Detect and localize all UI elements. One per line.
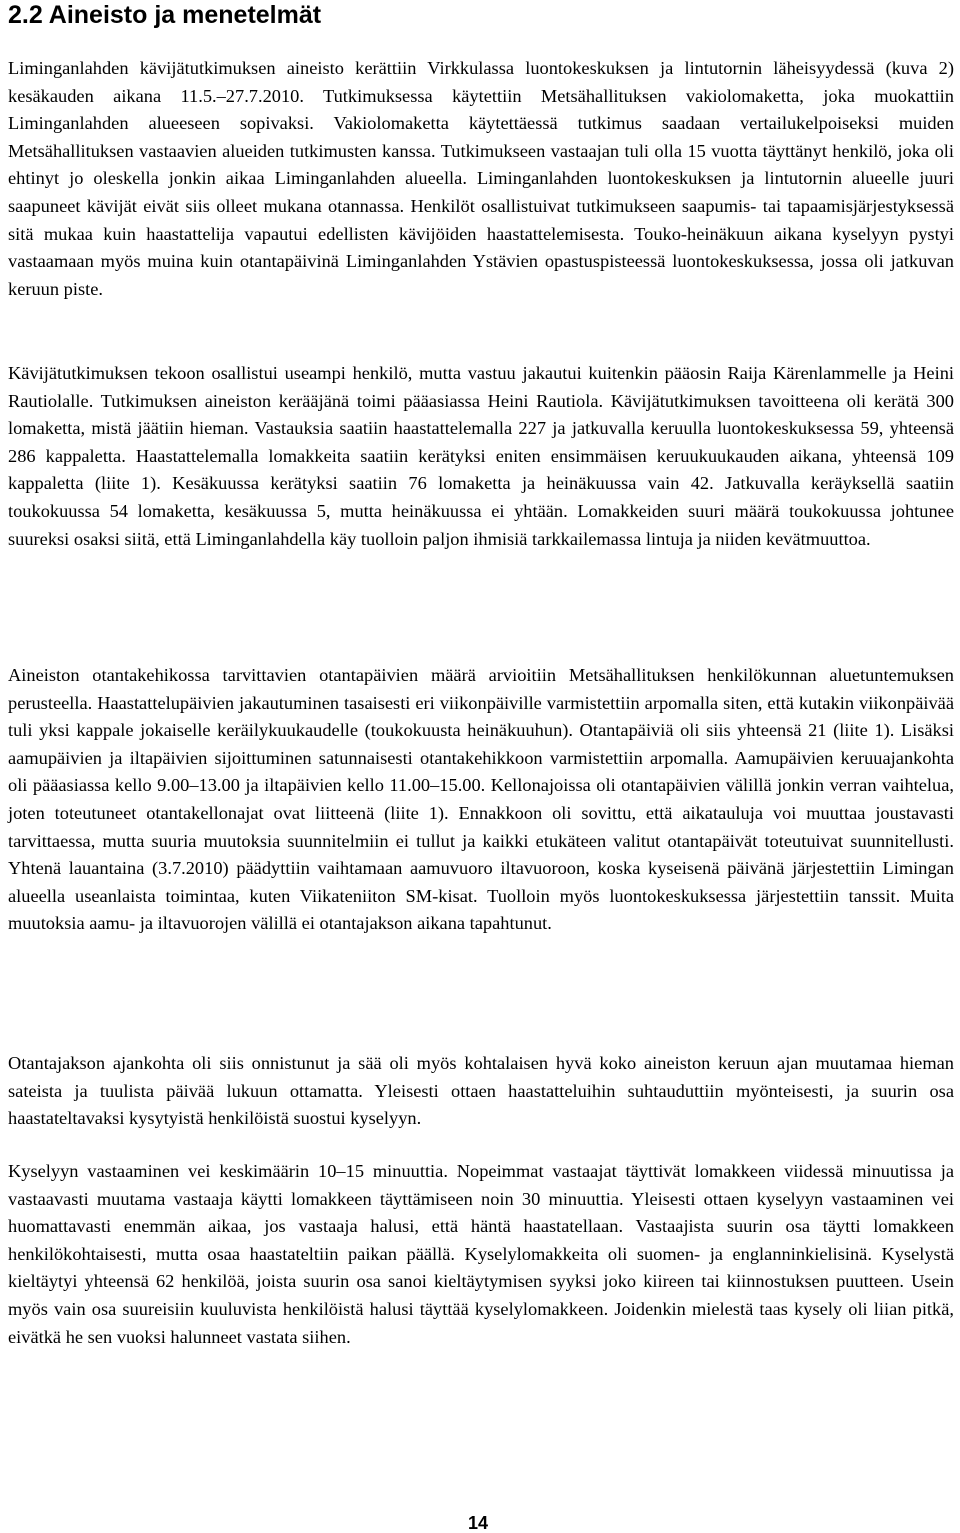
paragraph-toteutus: Kävijätutkimuksen tekoon osallistui useampi henkilö, mutta vastuu jakautui kuitenkin pääosin Raija Kärenlammelle ja Heini Rautiolalle. Tutkimuksen aineiston kerääjänä toimi pääasiassa Heini Rautiola. Kävijätutkimuksen tavoitteena oli kerätä 300 lomaketta, mistä jäätiin hieman. Vastauksia saatiin haastattelemalla 227 ja jatkuvalla keruulla luontokeskuksessa 59, yhteensä 286 kappaletta. Haastattelemalla lomakkeita saatiin kerätyksi eniten ensimmäisen keruukuukauden aikana, yhteensä 109 kappaletta (liite 1). Kesäkuussa kerätyksi saatiin 76 lomaketta ja heinäkuussa vain 42. Jatkuvalla keräyksellä saatiin toukokuussa 54 lomaketta, kesäkuussa 5, mutta heinäkuussa ei yhtään. Lomakkeiden suuri määrä toukokuussa johtunee suureksi osaksi siitä, että Liminganlahdella käy tuolloin paljon ihmisiä tarkkailemassa lintuja ja niiden kevätmuuttoa. (8, 363, 954, 549)
page-number: 14 (468, 1513, 489, 1533)
paragraph-vastaaminen: Kyselyyn vastaaminen vei keskimäärin 10–15 minuuttia. Nopeimmat vastaajat täyttivät lomakkeen viidessä minuutissa ja vastaavasti muutama vastaaja käytti lomakkeen täyttämiseen noin 30 minuuttia. Yleisesti ottaen kyselyyn vastaaminen vei huomattavasti enemmän aikaa, jos vastaaja halusi, että häntä haastatellaan. Vastaajista suurin osa täytti lomakkeen henkilökohtaisesti, mutta osaa haastateltiin paikan päällä. Kyselylomakkeita oli suomen- ja englanninkielisinä. Kyselystä kieltäytyi yhteensä 62 henkilöä, joista suurin osa sanoi kieltäytymisen syyksi joko kiireen tai kiinnostuksen puutteen. Usein myös vain osa suureisiin kuuluvista henkilöistä halusi täyttää kyselylomakkeen. Joidenkin mielestä taas kysely oli liian pitkä, eivätkä he sen vuoksi halunneet vastata siihen. (8, 1161, 954, 1347)
section-heading: 2.2 Aineisto ja menetelmät (8, 1, 322, 29)
paragraph-aineisto: Liminganlahden kävijätutkimuksen aineisto kerättiin Virkkulassa luontokeskuksen ja lintutornin läheisyydessä (kuva 2) kesäkauden aikana 11.5.–27.7.2010. Tutkimuksessa käytettiin Metsähallituksen vakiolomaketta, joka muokattiin Liminganlahden alueeseen sopivaksi. Vakiolomaketta käytettäessä tutkimus saadaan vertailukelpoiseksi muiden Metsähallituksen vastaavien alueiden tutkimusten kanssa. Tutkimukseen vastaajan tuli olla 15 vuotta täyttänyt henkilö, joka oli ehtinyt jo oleskella jonkin aikaa Liminganlahden alueella. Liminganlahden luontokeskuksen ja lintutornin alueelle juuri saapuneet kävijät eivät siis olleet mukana otannassa. Henkilöt osallistuivat tutkimukseen saapumis- tai tapaamisjärjestyksessä sitä mukaa kuin haastattelija vapautui edellisten kävijöiden haastattelemisesta. Touko-heinäkuun aikana kyselyyn pystyi vastaamaan myös muina kuin otantapäivinä Liminganlahden Ystävien opastuspisteessä luontokeskuksessa, jossa oli jatkuvan keruun piste. (8, 58, 954, 299)
paragraph-otanta: Aineiston otantakehikossa tarvittavien otantapäivien määrä arvioitiin Metsähallituksen henkilökunnan aluetuntemuksen perusteella. Haastattelupäivien jakautuminen tasaisesti eri viikonpäiville varmistettiin arpomalla siten, että kutakin viikonpäivää tuli yksi kappale jokaiselle keräilykuukaudelle (toukokuusta heinäkuuhun). Otantapäiviä oli siis yhteensä 21 (liite 1). Lisäksi aamupäivien ja iltapäivien sijoittuminen satunnaisesti otantakehikkoon varmistettiin arpomalla. Aamupäivien keruuajankohta oli pääasiassa kello 9.00–13.00 ja iltapäivien kello 11.00–15.00. Kellonajoissa oli otantapäivien välillä jonkin verran vaihtelua, joten toteutuneet otantakellonajat ovat liitteenä (liite 1). Ennakkoon oli sovittu, että aikatauluja voi muuttaa joustavasti tarvittaessa, mutta suuria muutoksia suunnitelmiin ei tullut ja kaikki etukäteen valitut otantapäivät toteutuivat suunnitellusti. Yhtenä lauantaina (3.7.2010) päädyttiin vaihtamaan aamuvuoro iltavuoroon, koska kyseisenä päivänä järjestettiin Limingan alueella useanlaista toimintaa, kuten Viikateniiton SM-kisat. Tuolloin myös luontokeskuksessa järjestettiin tanssit. Muita muutoksia aamu- ja iltavuorojen välillä ei otantajakson aikana tapahtunut. (8, 665, 954, 934)
paragraph-otantajakso: Otantajakson ajankohta oli siis onnistunut ja sää oli myös kohtalaisen hyvä koko aineiston keruun ajan muutamaa hieman sateista ja tuulista päivää lukuun ottamatta. Yleisesti ottaen haastatteluihin suhtauduttiin myönteisesti, ja suurin osa haastateltavaksi kysytyistä henkilöistä suostui kyselyyn. (8, 1053, 954, 1129)
